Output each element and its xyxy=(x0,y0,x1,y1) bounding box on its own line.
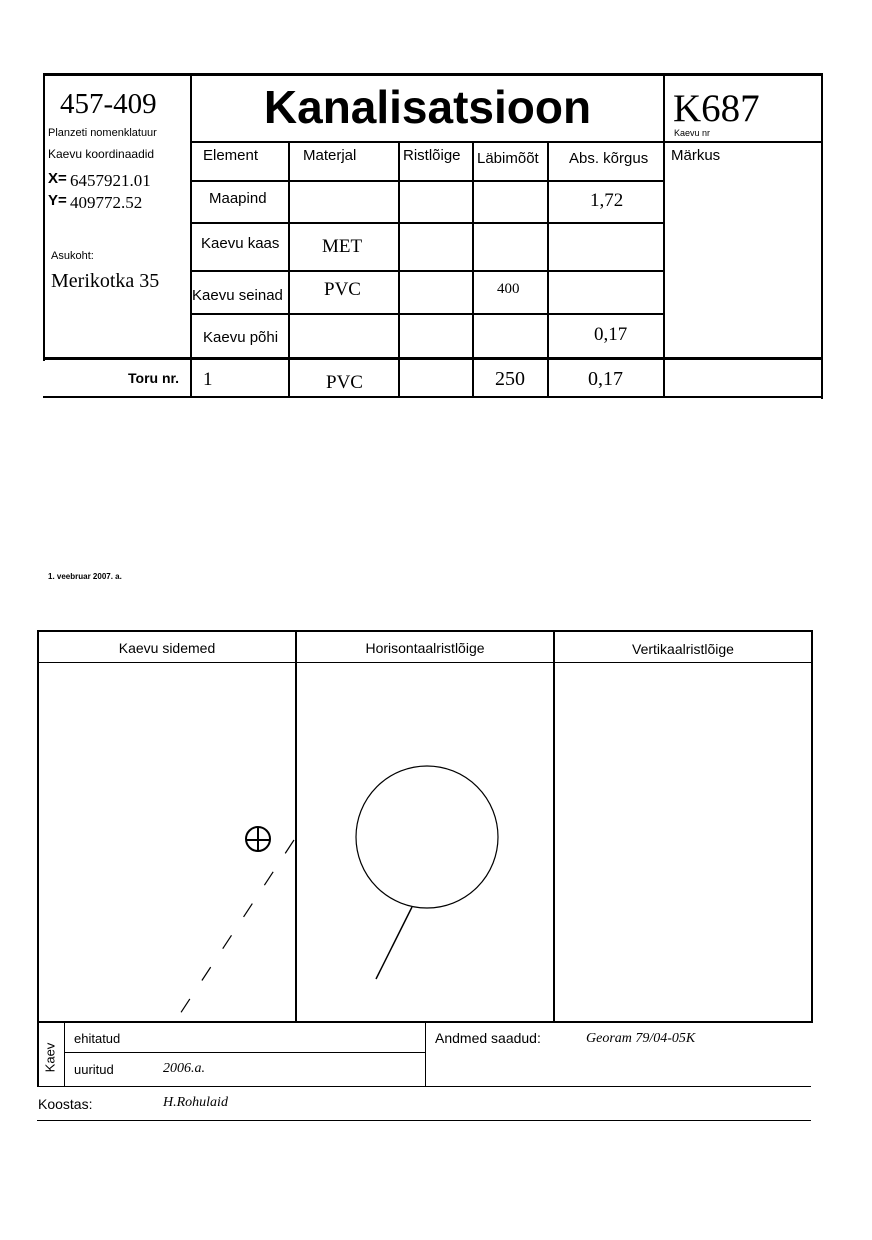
surveyed-label: uuritud xyxy=(74,1062,114,1077)
source-label: Andmed saadud: xyxy=(435,1030,541,1046)
pipe-material: PVC xyxy=(326,372,363,393)
pipe-dashed-line xyxy=(176,840,294,1020)
row-material: MET xyxy=(322,236,363,257)
col-header-abs-height: Abs. kõrgus xyxy=(569,150,649,167)
document-date: 1. veebruar 2007. a. xyxy=(48,572,122,581)
row-element: Kaevu kaas xyxy=(201,235,280,252)
pipe-number: 1 xyxy=(203,369,213,390)
row-element: Kaevu seinad xyxy=(192,287,283,304)
nomenclature-label: Planzeti nomenklatuur xyxy=(48,127,157,139)
surveyed-value: 2006.a. xyxy=(163,1061,205,1076)
pipe-abs-height: 0,17 xyxy=(588,368,623,390)
x-coordinate-label: X= xyxy=(48,170,67,187)
panel-title-vertical-section: Vertikaalristlõige xyxy=(632,641,734,657)
pipe-diameter: 250 xyxy=(495,368,525,390)
col-header-material: Materjal xyxy=(303,147,357,164)
well-number-label: Kaevu nr xyxy=(674,128,711,138)
panel-title-horizontal-section: Horisontaalristlõige xyxy=(365,640,485,656)
row-diameter: 400 xyxy=(497,281,520,297)
pipe-line xyxy=(376,907,412,979)
source-value: Georam 79/04-05K xyxy=(586,1031,696,1046)
pipe-label: Toru nr. xyxy=(128,370,180,386)
y-coordinate-value: 409772.52 xyxy=(70,193,143,212)
panel-title-connections: Kaevu sidemed xyxy=(118,640,216,656)
row-element: Maapind xyxy=(209,190,267,207)
page-title: Kanalisatsioon xyxy=(263,81,592,133)
compiled-value: H.Rohulaid xyxy=(163,1095,228,1110)
x-coordinate-value: 6457921.01 xyxy=(70,171,151,190)
row-element: Kaevu põhi xyxy=(203,329,279,346)
well-number-value: K687 xyxy=(673,87,760,130)
col-header-element: Element xyxy=(203,147,259,164)
row-material: PVC xyxy=(324,279,361,300)
col-header-cross-section: Ristlõige xyxy=(403,147,461,164)
y-coordinate-label: Y= xyxy=(48,192,67,209)
location-label: Asukoht: xyxy=(51,250,94,262)
row-abs-height: 0,17 xyxy=(594,324,628,345)
well-cross-section-circle xyxy=(356,766,498,908)
compiled-label: Koostas: xyxy=(38,1096,93,1112)
nomenclature-value: 457-409 xyxy=(60,88,157,120)
coordinates-label: Kaevu koordinaadid xyxy=(48,147,155,161)
built-label: ehitatud xyxy=(74,1031,121,1046)
col-header-remark: Märkus xyxy=(671,147,721,164)
well-symbol-icon xyxy=(246,827,270,851)
col-header-diameter: Läbimõõt xyxy=(477,150,539,167)
row-abs-height: 1,72 xyxy=(590,190,624,211)
footer-side-label: Kaev xyxy=(42,1042,58,1073)
location-value: Merikotka 35 xyxy=(51,270,160,292)
